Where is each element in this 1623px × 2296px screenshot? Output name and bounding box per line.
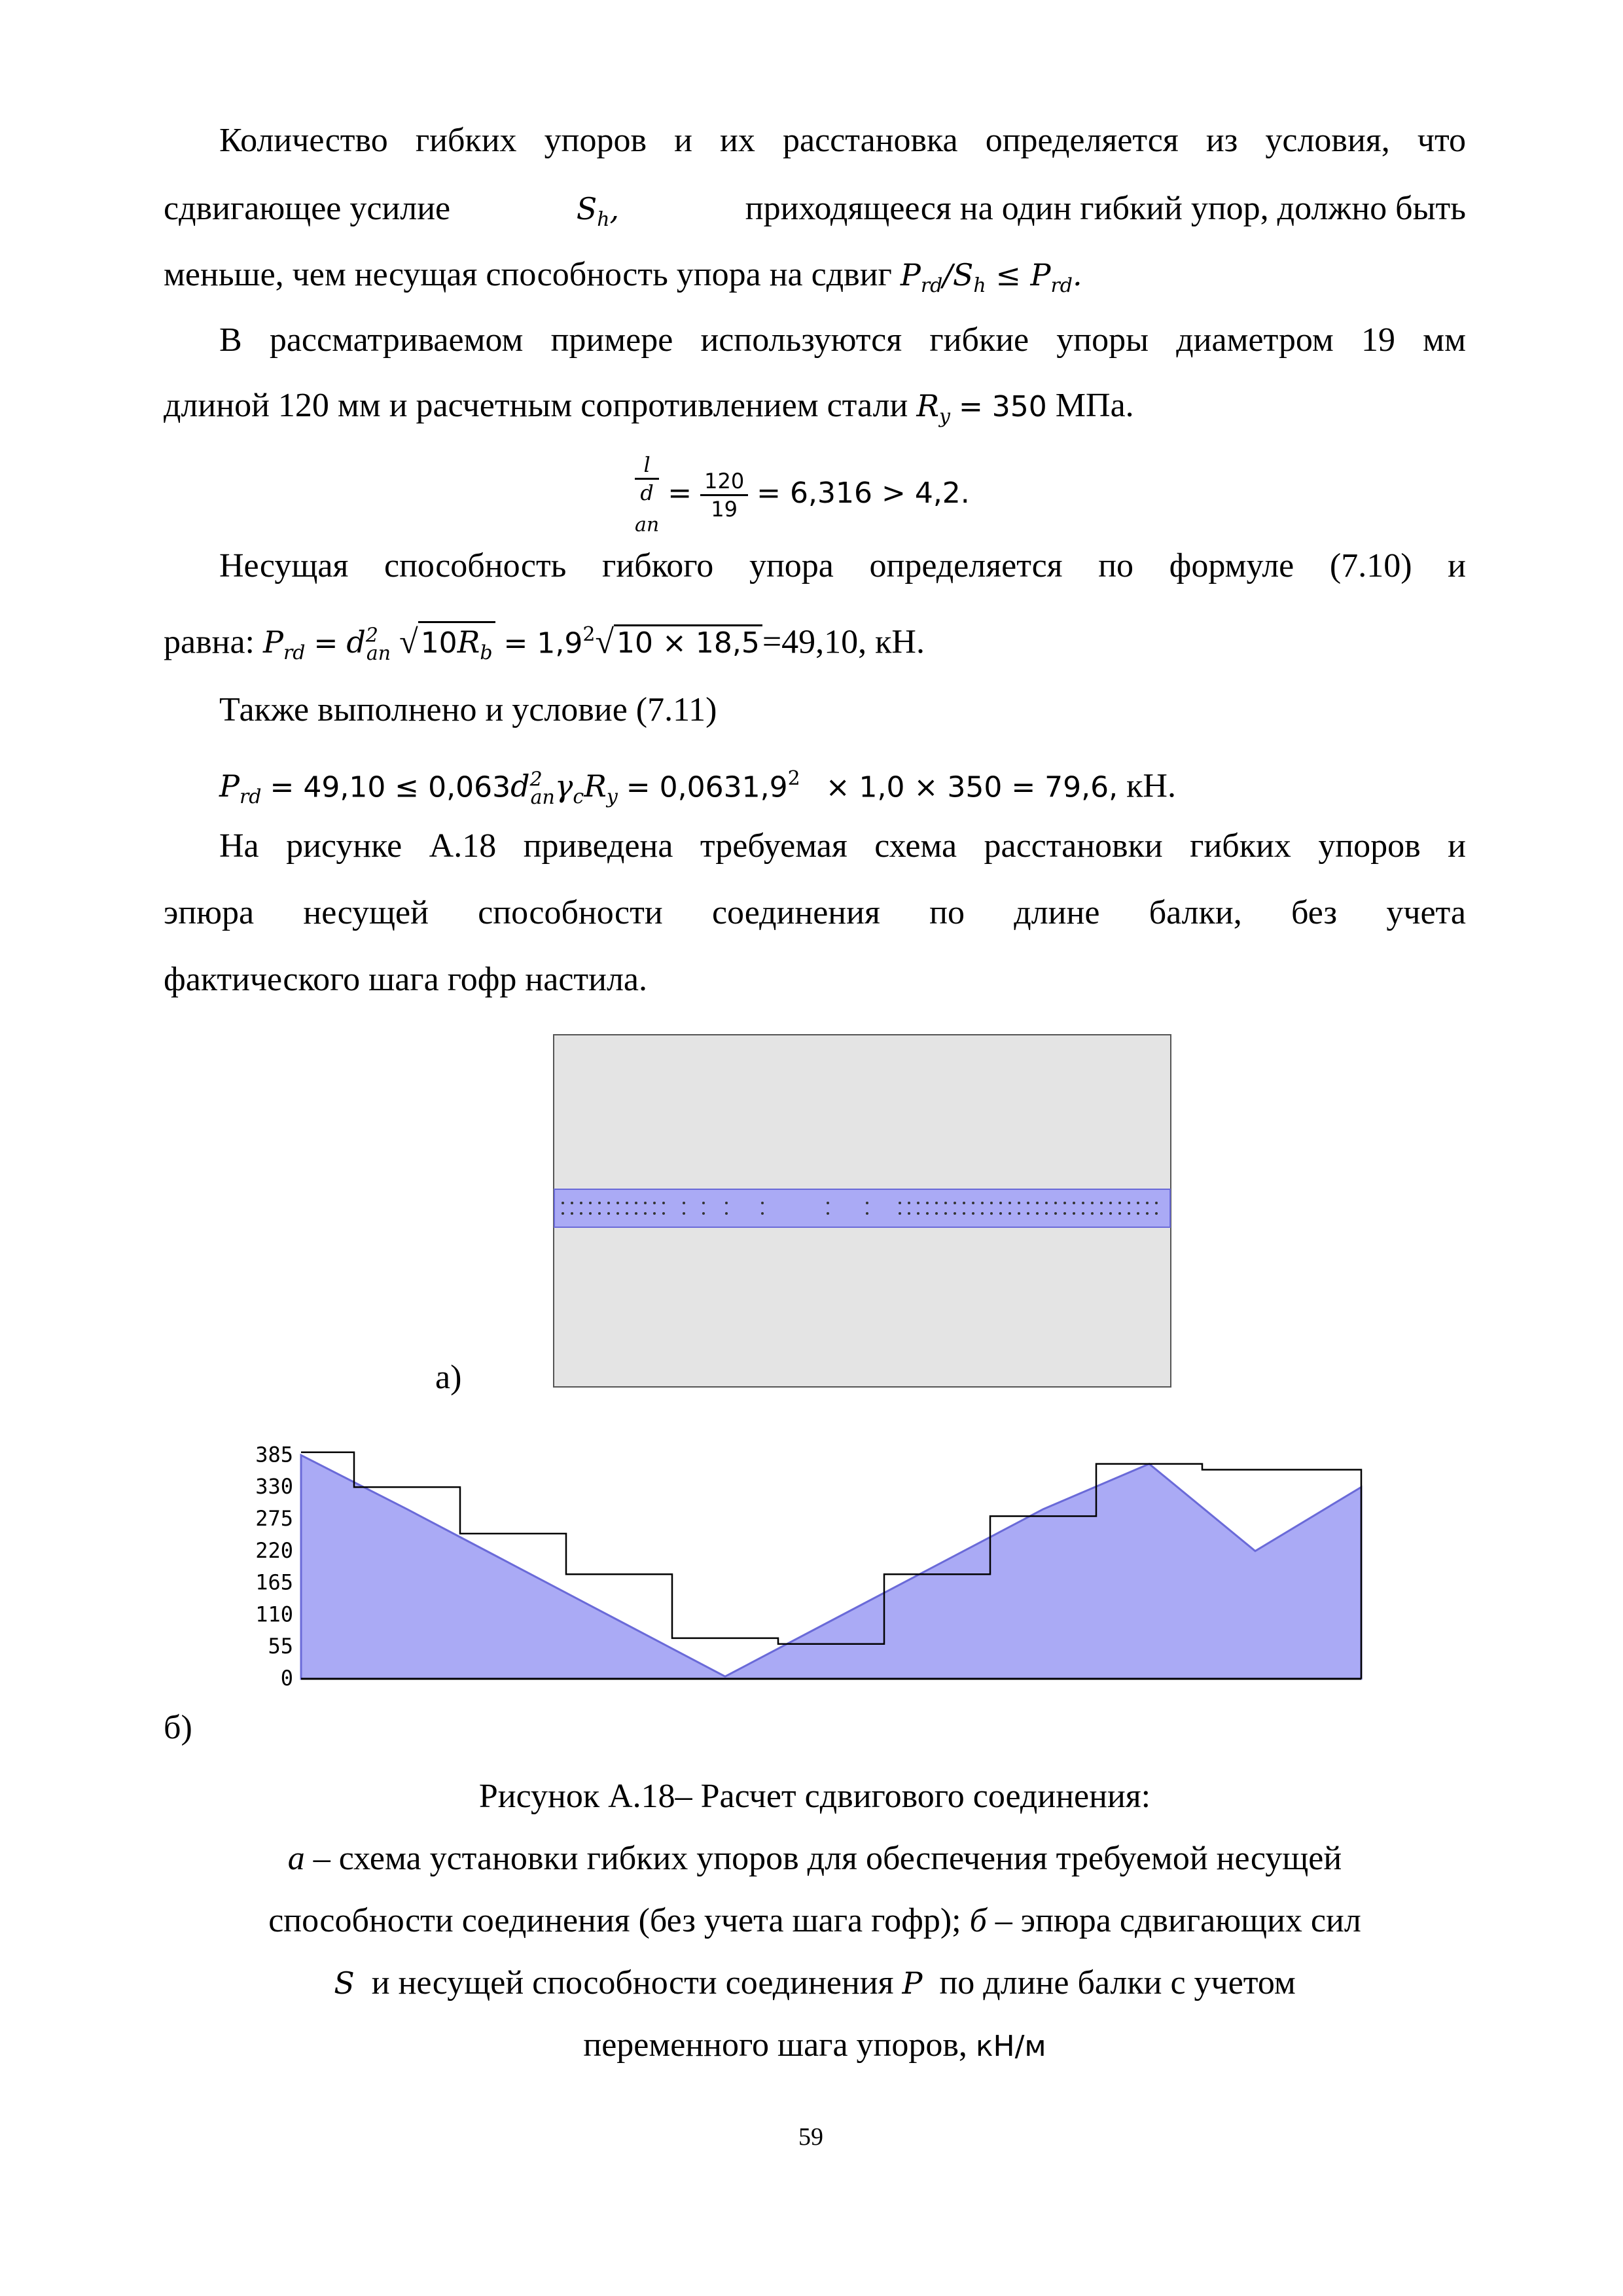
stud-dot (963, 1202, 965, 1204)
stud-dot (1018, 1202, 1020, 1204)
stud-dot (1146, 1202, 1149, 1204)
figure-caption-line3: способности соединения (без учета шага гофр); б – эпюра сдвигающих сил (268, 1902, 1361, 1939)
y-tick-label: 165 (255, 1570, 293, 1595)
label-b: б) (164, 1709, 192, 1746)
stud-dot (972, 1212, 974, 1215)
p2-line1: В рассматриваемом примере используются гибкие упоры диаметром 19 мм (219, 321, 1466, 359)
stud-dot (653, 1212, 656, 1215)
stud-dot (1054, 1202, 1057, 1204)
stud-dot (926, 1212, 929, 1215)
stud-dot (562, 1202, 564, 1204)
p5-line1: На рисунке А.18 приведена требуемая схема расстановки гибких упоров и (219, 827, 1466, 865)
p1-line3: меньше, чем несущая способность упора на сдвиг $P_{rd}/S_h \le P_{rd}$. (164, 256, 1082, 298)
stud-dot (1036, 1212, 1039, 1215)
stud-dot (1018, 1212, 1020, 1215)
p5-line3: фактического шага гофр настила. (164, 961, 647, 998)
stud-dot (866, 1212, 868, 1215)
stud-dot (908, 1212, 910, 1215)
p3-line2: равна: $P_{rd} = d^2_{an}$ $√10R_b = 1,9^2√10 \times 18,5=49,10$, кН. (164, 612, 925, 677)
stud-dot (702, 1212, 705, 1215)
stud-dot (999, 1212, 1002, 1215)
p3-line1: Несущая способность гибкого упора определяется по формуле (7.10) и (219, 547, 1466, 584)
stud-dot (1109, 1212, 1112, 1215)
stud-dot (935, 1212, 938, 1215)
stud-dot (944, 1202, 947, 1204)
stud-dot (589, 1202, 592, 1204)
figure-caption-line4: S и несущей способности соединения P по длине балки с учетом (334, 1964, 1296, 2001)
stud-dot (644, 1202, 647, 1204)
stud-dot (1063, 1212, 1066, 1215)
figure-caption-line5: переменного шага упоров, кН/м (583, 2026, 1046, 2064)
stud-dot (827, 1202, 829, 1204)
stud-dot (1155, 1202, 1158, 1204)
y-tick-label: 55 (268, 1634, 293, 1659)
stud-dot (954, 1202, 956, 1204)
y-tick-label: 330 (255, 1474, 293, 1499)
y-tick-label: 0 (280, 1666, 293, 1691)
stud-dot (954, 1212, 956, 1215)
stud-dot (1109, 1202, 1112, 1204)
stud-dot (917, 1212, 919, 1215)
stud-layout-scheme (553, 1034, 1171, 1388)
stud-dot (944, 1212, 947, 1215)
stud-dot (635, 1212, 637, 1215)
stud-dot (616, 1212, 619, 1215)
stud-dot (607, 1212, 610, 1215)
stud-dot (1008, 1202, 1011, 1204)
figure-caption-title: Рисунок А.18– Расчет сдвигового соединения: (478, 1778, 1151, 1815)
fraction-120-19: $\frac{120}{19}$ (700, 468, 748, 522)
stud-dot (1082, 1202, 1084, 1204)
stud-dot (972, 1202, 974, 1204)
stud-dot (702, 1202, 705, 1204)
stud-dot (963, 1212, 965, 1215)
stud-dot (725, 1212, 728, 1215)
stud-dot (1045, 1202, 1048, 1204)
stud-dot (1036, 1202, 1039, 1204)
shear-force-chart (216, 1440, 1394, 1702)
stud-dot (598, 1202, 601, 1204)
stud-dot (683, 1212, 685, 1215)
page-number: 59 (798, 2123, 823, 2151)
stud-dot (1027, 1202, 1029, 1204)
p4-line1: Также выполнено и условие (7.11) (219, 691, 717, 728)
stud-dot (990, 1202, 993, 1204)
stud-dot (607, 1202, 610, 1204)
stud-dot (662, 1212, 665, 1215)
stud-dot (926, 1202, 929, 1204)
stud-dot (761, 1202, 764, 1204)
stud-dot (990, 1212, 993, 1215)
p5-line2: эпюра несущей способности соединения по длине балки, без учета (164, 894, 1466, 931)
stud-dot (1091, 1202, 1094, 1204)
stud-dot (1027, 1212, 1029, 1215)
stud-dot (626, 1212, 628, 1215)
formula-1: l d $_{an}$ = $\frac{120}{19}$ = 6,316 > 4,2. (635, 452, 970, 538)
stud-dot (1118, 1202, 1121, 1204)
stud-dot (725, 1202, 728, 1204)
stud-dot (662, 1202, 665, 1204)
stud-dot (1008, 1212, 1011, 1215)
stud-dot (899, 1202, 901, 1204)
stud-dot (571, 1202, 573, 1204)
stud-dot (626, 1202, 628, 1204)
stud-dot (616, 1202, 619, 1204)
stud-dot (1155, 1212, 1158, 1215)
stud-dot (644, 1212, 647, 1215)
stud-dot (589, 1212, 592, 1215)
stud-dot (827, 1212, 829, 1215)
stud-dot (1073, 1212, 1075, 1215)
stud-dot (899, 1212, 901, 1215)
stud-dot (1118, 1212, 1121, 1215)
formula-2: $P_{rd} = 49,10 \le 0,063d^2_{an}\gamma_cR_y = 0,0631,9^2$ × 1,0 × 350 = 79,6, кН. (219, 767, 1176, 809)
stud-dot (935, 1202, 938, 1204)
stud-dot (761, 1212, 764, 1215)
stud-dot (999, 1202, 1002, 1204)
stud-dot (683, 1202, 685, 1204)
stud-dot (580, 1202, 582, 1204)
stud-dot (1100, 1212, 1103, 1215)
y-tick-label: 275 (255, 1505, 293, 1531)
stud-dot (635, 1202, 637, 1204)
figure-caption-line2: а – схема установки гибких упоров для обеспечения требуемой несущей (287, 1840, 1342, 1877)
stud-dot (866, 1202, 868, 1204)
stud-dot (1146, 1212, 1149, 1215)
fraction-l-dan: l d $_{an}$ (635, 452, 660, 537)
stud-dot (653, 1202, 656, 1204)
y-tick-label: 110 (255, 1602, 293, 1627)
stud-dot (1082, 1212, 1084, 1215)
stud-dot (1137, 1212, 1139, 1215)
stud-dot (1137, 1202, 1139, 1204)
stud-dot (1128, 1212, 1130, 1215)
p1-line2: сдвигающее усилие $S_h$, приходящееся на один гибкий упор, должно быть (164, 190, 1466, 232)
stud-dot (917, 1202, 919, 1204)
stud-dot (571, 1212, 573, 1215)
stud-dot (981, 1202, 984, 1204)
stud-dot (1054, 1212, 1057, 1215)
stud-dot (598, 1212, 601, 1215)
label-a: а) (435, 1359, 462, 1396)
stud-dot (908, 1202, 910, 1204)
y-tick-label: 220 (255, 1537, 293, 1563)
stud-dot (1128, 1202, 1130, 1204)
p1-line1: Количество гибких упоров и их расстановка определяется из условия, что (219, 122, 1466, 159)
stud-dot (981, 1212, 984, 1215)
stud-dot (1063, 1202, 1066, 1204)
p2-line2: длиной 120 мм и расчетным сопротивлением стали $R_y = 350$ МПа. (164, 387, 1134, 429)
stud-dot (562, 1212, 564, 1215)
y-tick-label: 385 (255, 1442, 293, 1467)
stud-dot (1073, 1202, 1075, 1204)
stud-dot (1091, 1212, 1094, 1215)
stud-dot (580, 1212, 582, 1215)
stud-dot (1100, 1202, 1103, 1204)
stud-dot (1045, 1212, 1048, 1215)
